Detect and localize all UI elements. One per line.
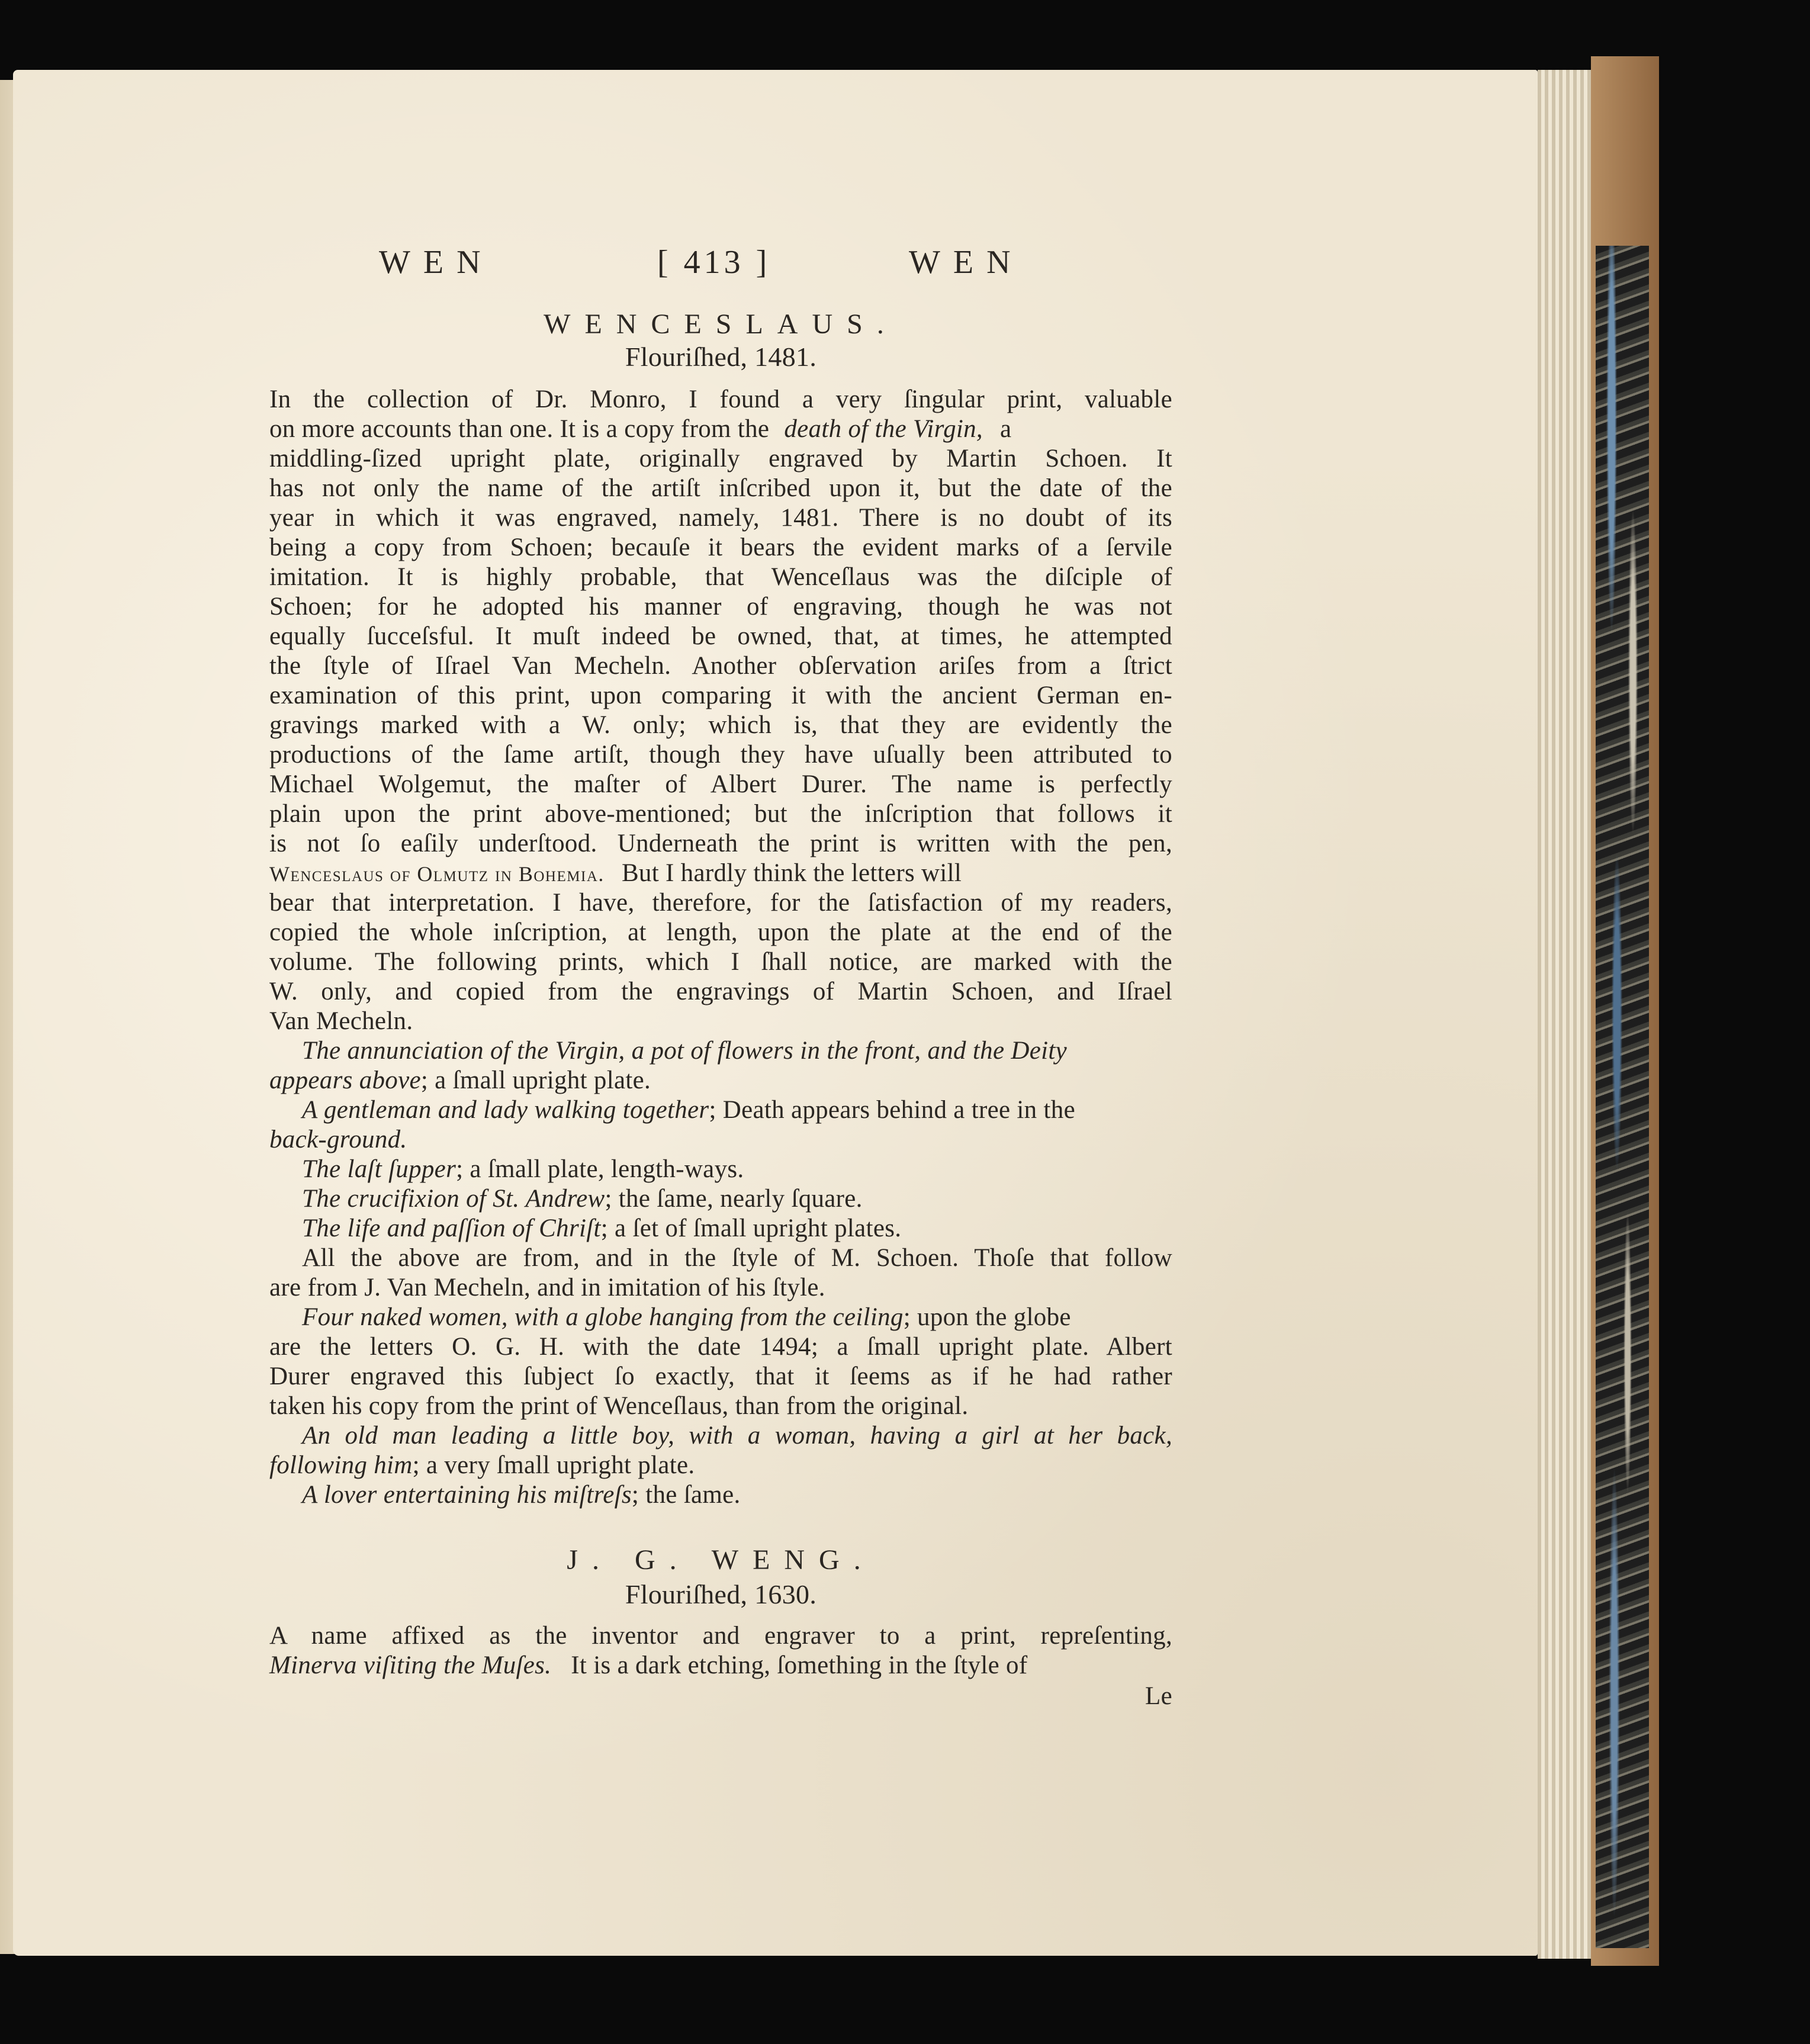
print-entry: The life and paſſion of Chriſt; a ſet of ſmall upright plates. (302, 1214, 902, 1242)
body-line: Minerva viſiting the Muſes. It is a dark etching, ſomething in the ſtyle of (269, 1651, 1028, 1679)
body-line: examination of this print, upon comparing it with the ancient German en- (269, 682, 1172, 709)
print-entry: A lover entertaining his miſtreſs; the ſame. (302, 1481, 741, 1509)
body-line: has not only the name of the artiſt inſcribed upon it, but the date of the (269, 474, 1172, 502)
note-line: All the above are from, and in the ſtyle of M. Schoen. Thoſe that follow (302, 1244, 1172, 1272)
page-number: [ 413 ] (657, 244, 771, 281)
body-line: taken his copy from the print of Wenceſlaus, than from the original. (269, 1392, 969, 1420)
body-line: year in which it was engraved, namely, 1481. There is no doubt of its (269, 504, 1172, 532)
body-line: on more accounts than one. It is a copy from the death of the Virgin, a (269, 415, 1012, 443)
section-title: J. G. WENG. (567, 1544, 875, 1576)
body-line: copied the whole inſcription, at length, upon the plate at the end of the (269, 918, 1172, 946)
body-line: Michael Wolgemut, the maſter of Albert Durer. The name is perfectly (269, 770, 1172, 798)
print-entry: The crucifixion of St. Andrew; the ſame, nearly ſquare. (302, 1185, 863, 1213)
print-entry: The annunciation of the Virgin, a pot of flowers in the front, and the Deity (302, 1037, 1067, 1065)
body-line: Wenceslaus of Olmutz in Bohemia. But I hardly think the letters will (269, 859, 962, 887)
print-entry: An old man leading a little boy, with a woman, having a girl at her back, (302, 1422, 1172, 1450)
body-line: productions of the ſame artiſt, though they have uſually been attributed to (269, 741, 1172, 769)
page-fore-edge (1538, 70, 1591, 1959)
print-entry-cont: back-ground. (269, 1126, 407, 1153)
body-line: Durer engraved this ſubject ſo exactly, that it ſeems as if he had rather (269, 1362, 1172, 1390)
print-entry-cont: appears above; a ſmall upright plate. (269, 1066, 651, 1094)
section-subtitle: Flouriſhed, 1481. (625, 342, 817, 372)
section-title: WENCESLAUS. (544, 308, 898, 340)
body-line: volume. The following prints, which I ſhall notice, are marked with the (269, 948, 1172, 976)
print-entry: The laſt ſupper; a ſmall plate, length-ways. (302, 1155, 744, 1183)
body-line: bear that interpretation. I have, therefore, for the ſatisfaction of my readers, (269, 889, 1172, 917)
body-line: imitation. It is highly probable, that Wenceſlaus was the diſciple of (269, 563, 1172, 591)
catchword: Le (1145, 1682, 1172, 1710)
print-entry-cont: following him; a very ſmall upright plate. (269, 1451, 695, 1479)
note-line: are from J. Van Mecheln, and in imitation of his ſtyle. (269, 1274, 825, 1301)
body-line: In the collection of Dr. Monro, I found a very ſingular print, valuable (269, 385, 1172, 413)
body-line: being a copy from Schoen; becauſe it bears the evident marks of a ſervile (269, 534, 1172, 561)
body-line: equally ſucceſsful. It muſt indeed be owned, that, at times, he attempted (269, 622, 1172, 650)
print-entry: A gentleman and lady walking together; Death appears behind a tree in the (302, 1096, 1075, 1124)
section-subtitle: Flouriſhed, 1630. (625, 1579, 817, 1609)
body-line: A name affixed as the inventor and engraver to a print, repreſenting, (269, 1622, 1172, 1650)
body-line: are the letters O. G. H. with the date 1494; a ſmall upright plate. Albert (269, 1333, 1172, 1361)
header-right: WEN (909, 244, 1024, 281)
marbled-cover (1596, 246, 1649, 1948)
body-line: plain upon the print above-mentioned; but the inſcription that follows it (269, 800, 1172, 828)
body-line: the ſtyle of Iſrael Van Mecheln. Another obſervation ariſes from a ſtrict (269, 652, 1172, 680)
body-line: is not ſo eaſily underſtood. Underneath the print is written with the pen, (269, 830, 1172, 857)
body-line: W. only, and copied from the engravings of Martin Schoen, and Iſrael (269, 978, 1172, 1005)
body-line: middling-ſized upright plate, originally engraved by Martin Schoen. It (269, 445, 1172, 473)
print-entry: Four naked women, with a globe hanging from the ceiling; upon the globe (302, 1303, 1071, 1331)
header-left: WEN (379, 244, 494, 281)
inscription-smallcaps: Wenceslaus of Olmutz in Bohemia. (269, 862, 605, 886)
body-line: Schoen; for he adopted his manner of engraving, though he was not (269, 593, 1172, 621)
body-line: gravings marked with a W. only; which is, that they are evidently the (269, 711, 1172, 739)
body-line: Van Mecheln. (269, 1007, 413, 1035)
